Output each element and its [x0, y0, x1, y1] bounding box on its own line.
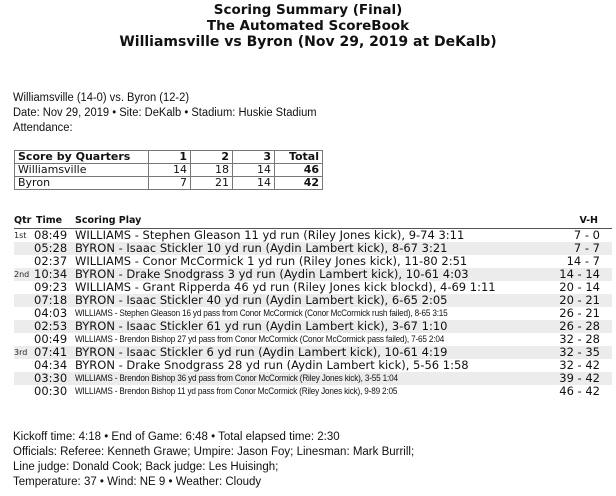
- play-description: WILLIAMS - Stephen Gleason 16 yd pass from Conor McCormick (Conor McCormick rush failed), 8-65 3:15: [75, 308, 448, 319]
- play-description: BYRON - Drake Snodgrass 3 yd run (Aydin Lambert kick), 10-61 4:03: [75, 267, 469, 281]
- date-site-stadium: Date: Nov 29, 2019 • Site: DeKalb • Stadium: Huskie Stadium: [13, 107, 317, 119]
- play-description: WILLIAMS - Brendon Bishop 11 yd pass from Conor McCormick (Riley Jones kick), 9-89 2:05: [75, 386, 398, 397]
- officials-line-2: Line judge: Donald Cook; Back judge: Les Huisingh;: [13, 461, 279, 473]
- q2-score: 18: [191, 164, 233, 177]
- matchup-records: Williamsville (14-0) vs. Byron (12-2): [13, 92, 190, 104]
- running-score: 32 - 42: [559, 358, 600, 372]
- play-time: 07:18: [34, 293, 68, 307]
- team-name: Williamsville: [15, 164, 149, 177]
- play-time: 00:30: [34, 384, 68, 398]
- time-header: Time: [36, 215, 63, 226]
- scoring-plays-list: [14, 215, 612, 398]
- running-score: 26 - 28: [559, 319, 600, 333]
- play-time: 02:53: [34, 319, 68, 333]
- play-description: BYRON - Isaac Stickler 40 yd run (Aydin Lambert kick), 6-65 2:05: [75, 293, 448, 307]
- play-description: WILLIAMS - Brendon Bishop 27 yd pass from Conor McCormick (Conor McCormick pass failed), 7-65 2:04: [75, 334, 445, 345]
- play-header: Scoring Play: [75, 215, 142, 226]
- q1-score: 7: [149, 177, 191, 190]
- game-times: Kickoff time: 4:18 • End of Game: 6:48 • Total elapsed time: 2:30: [13, 431, 340, 443]
- quarter-3-header: 3: [233, 151, 275, 164]
- running-score: 14 - 14: [559, 267, 600, 281]
- attendance: Attendance:: [13, 122, 73, 134]
- scoring-play-row: [14, 372, 612, 385]
- running-score: 39 - 42: [559, 371, 600, 385]
- game-footer: [13, 430, 414, 490]
- running-score: 26 - 21: [559, 306, 600, 320]
- quarter-label: 3rd: [14, 348, 28, 357]
- title-scoring-summary: Scoring Summary (Final): [213, 2, 403, 18]
- quarter-2-header: 2: [191, 151, 233, 164]
- running-score: 7 - 0: [573, 228, 600, 242]
- total-score: 42: [275, 177, 323, 190]
- play-time: 04:03: [34, 306, 68, 320]
- running-score: 14 - 7: [566, 254, 600, 268]
- play-time: 10:34: [34, 267, 68, 281]
- team-name: Byron: [15, 177, 149, 190]
- play-time: 04:34: [34, 358, 68, 372]
- running-score: 20 - 21: [559, 293, 600, 307]
- running-score: 32 - 28: [559, 332, 600, 346]
- score-by-quarters-label: Score by Quarters: [15, 151, 149, 164]
- quarter-label: 1st: [14, 231, 27, 240]
- q3-score: 14: [233, 177, 275, 190]
- running-score: 7 - 7: [573, 241, 600, 255]
- play-time: 08:49: [34, 228, 68, 242]
- play-description: BYRON - Drake Snodgrass 28 yd run (Aydin Lambert kick), 5-56 1:58: [75, 358, 469, 372]
- play-description: WILLIAMS - Conor McCormick 1 yd run (Riley Jones kick), 11-80 2:51: [75, 254, 468, 268]
- title-matchup: Williamsville vs Byron (Nov 29, 2019 at DeKalb): [119, 34, 497, 50]
- play-time: 05:28: [34, 241, 68, 255]
- q1-score: 14: [149, 164, 191, 177]
- vh-header: V-H: [579, 215, 598, 226]
- scoring-play-row: [14, 294, 612, 307]
- weather-conditions: Temperature: 37 • Wind: NE 9 • Weather: Cloudy: [13, 476, 262, 488]
- game-info: [13, 91, 317, 136]
- play-time: 00:49: [34, 332, 68, 346]
- running-score: 20 - 14: [559, 280, 600, 294]
- q2-score: 21: [191, 177, 233, 190]
- play-description: BYRON - Isaac Stickler 6 yd run (Aydin Lambert kick), 10-61 4:19: [75, 345, 448, 359]
- play-description: WILLIAMS - Brendon Bishop 36 yd pass from Conor McCormick (Riley Jones kick), 3-55 1:04: [75, 373, 398, 384]
- score-table-header: [15, 151, 323, 164]
- play-time: 02:37: [34, 254, 68, 268]
- play-time: 03:30: [34, 371, 68, 385]
- play-time: 09:23: [34, 280, 68, 294]
- scoring-play-row: [14, 320, 612, 333]
- scoring-play-row: [14, 385, 612, 398]
- score-row-williamsville: [15, 164, 323, 177]
- scoring-plays-header: [14, 215, 612, 229]
- total-header: Total: [275, 151, 323, 164]
- q3-score: 14: [233, 164, 275, 177]
- play-time: 07:41: [34, 345, 68, 359]
- scoring-play-row: [14, 359, 612, 372]
- report-title: [0, 2, 616, 50]
- play-description: WILLIAMS - Grant Ripperda 46 yd run (Riley Jones kick blockd), 4-69 1:11: [75, 280, 496, 294]
- quarter-1-header: 1: [149, 151, 191, 164]
- officials-line-1: Officials: Referee: Kenneth Grawe; Umpire: Jason Foy; Linesman: Mark Burrill;: [13, 446, 415, 458]
- running-score: 32 - 35: [559, 345, 600, 359]
- title-scorebook: The Automated ScoreBook: [206, 18, 410, 34]
- play-description: WILLIAMS - Stephen Gleason 11 yd run (Riley Jones kick), 9-74 3:11: [75, 228, 465, 242]
- play-description: BYRON - Isaac Stickler 10 yd run (Aydin Lambert kick), 8-67 3:21: [75, 241, 448, 255]
- running-score: 46 - 42: [559, 384, 600, 398]
- score-row-byron: [15, 177, 323, 190]
- qtr-header: Qtr: [14, 215, 32, 226]
- total-score: 46: [275, 164, 323, 177]
- quarter-label: 2nd: [14, 270, 30, 279]
- score-by-quarters-table: [14, 150, 323, 190]
- play-description: BYRON - Isaac Stickler 61 yd run (Aydin Lambert kick), 3-67 1:10: [75, 319, 448, 333]
